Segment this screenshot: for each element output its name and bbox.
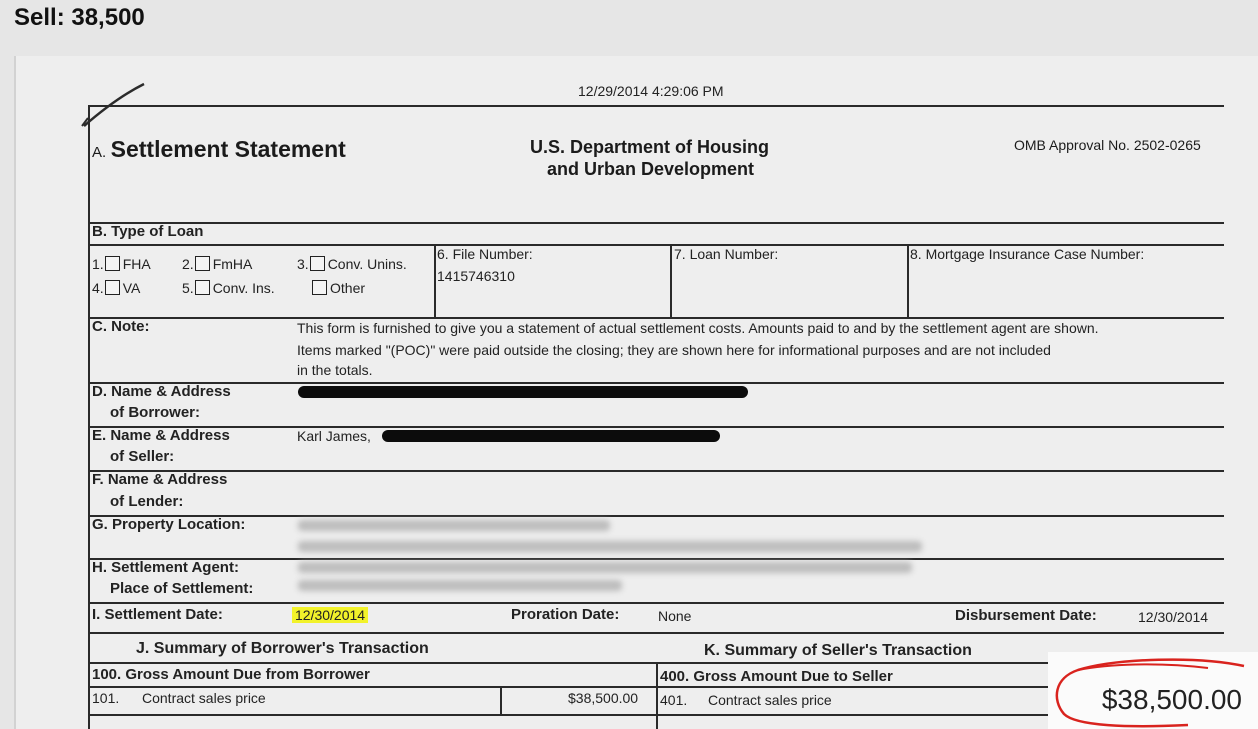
type-of-loan-label: B. Type of Loan xyxy=(92,223,204,240)
section-a-heading: A. Settlement Statement xyxy=(92,136,346,162)
borrower-label-1: D. Name & Address xyxy=(92,383,231,400)
loan-type-other: Other xyxy=(311,280,365,296)
place-of-settlement-label: Place of Settlement: xyxy=(110,580,254,597)
sell-headline: Sell: 38,500 xyxy=(14,4,145,31)
blurred-text xyxy=(298,541,922,552)
row-401-label: Contract sales price xyxy=(708,692,832,708)
note-label: C. Note: xyxy=(92,318,150,335)
print-timestamp: 12/29/2014 4:29:06 PM xyxy=(578,83,724,99)
disbursement-date-label: Disbursement Date: xyxy=(955,607,1097,624)
blurred-text xyxy=(298,520,610,531)
checkbox-icon xyxy=(312,280,327,295)
proration-date-value: None xyxy=(658,608,692,624)
note-line-2: Items marked "(POC)" were paid outside the closing; they are shown here for informational purposes and are not included xyxy=(297,342,1051,358)
loan-type-conv-ins: 5. Conv. Ins. xyxy=(182,280,275,296)
row-101-label: Contract sales price xyxy=(142,690,266,706)
contract-price-callout xyxy=(1048,652,1258,729)
omb-approval: OMB Approval No. 2502-0265 xyxy=(1014,137,1201,153)
loan-type-conv-unins: 3. Conv. Unins. xyxy=(297,256,407,272)
file-number-value: 1415746310 xyxy=(437,268,515,284)
row-401-number: 401. xyxy=(660,692,688,708)
agency-line-2: and Urban Development xyxy=(547,159,755,179)
note-line-3: in the totals. xyxy=(297,362,373,378)
seller-name: Karl James, xyxy=(297,428,371,444)
lender-label-1: F. Name & Address xyxy=(92,471,228,488)
property-location-label: G. Property Location: xyxy=(92,516,246,533)
loan-type-va: 4. VA xyxy=(92,280,141,296)
seller-label-2: of Seller: xyxy=(110,448,175,465)
note-line-1: This form is furnished to give you a statement of actual settlement costs. Amounts paid to and by the settlement agent are shown. xyxy=(297,320,1099,336)
borrower-summary-title: J. Summary of Borrower's Transaction xyxy=(136,640,429,657)
redaction-bar xyxy=(298,386,748,398)
redaction-bar xyxy=(382,430,720,442)
pen-check-mark xyxy=(80,82,150,132)
proration-date-label: Proration Date: xyxy=(511,606,620,623)
row-101-number: 101. xyxy=(92,690,120,706)
checkbox-icon xyxy=(310,256,325,271)
row-400-label: 400. Gross Amount Due to Seller xyxy=(660,668,893,685)
checkbox-icon xyxy=(105,256,120,271)
disbursement-date-value: 12/30/2014 xyxy=(1138,609,1209,625)
settlement-date-label: I. Settlement Date: xyxy=(92,606,223,623)
loan-type-fha: 1. FHA xyxy=(92,256,151,272)
seller-summary-title: K. Summary of Seller's Transaction xyxy=(704,642,972,659)
settlement-date-value: 12/30/2014 xyxy=(292,607,368,623)
callout-amount: $38,500.00 xyxy=(1101,684,1242,715)
loan-number-label: 7. Loan Number: xyxy=(674,246,779,262)
agency-line-1: U.S. Department of Housing xyxy=(530,137,770,157)
row-101-amount: $38,500.00 xyxy=(568,690,639,706)
checkbox-icon xyxy=(195,256,210,271)
blurred-text xyxy=(298,562,912,573)
settlement-statement-scan xyxy=(14,56,1258,729)
blurred-text xyxy=(298,580,622,591)
borrower-label-2: of Borrower: xyxy=(110,404,200,421)
checkbox-icon xyxy=(195,280,210,295)
row-100-label: 100. Gross Amount Due from Borrower xyxy=(92,666,370,683)
form-title: Settlement Statement xyxy=(110,136,346,162)
lender-label-2: of Lender: xyxy=(110,493,184,510)
seller-label-1: E. Name & Address xyxy=(92,427,230,444)
settlement-agent-label: H. Settlement Agent: xyxy=(92,559,239,576)
loan-type-fmha: 2. FmHA xyxy=(182,256,253,272)
mortgage-insurance-label: 8. Mortgage Insurance Case Number: xyxy=(910,246,1145,262)
checkbox-icon xyxy=(105,280,120,295)
file-number-label: 6. File Number: xyxy=(437,246,533,262)
